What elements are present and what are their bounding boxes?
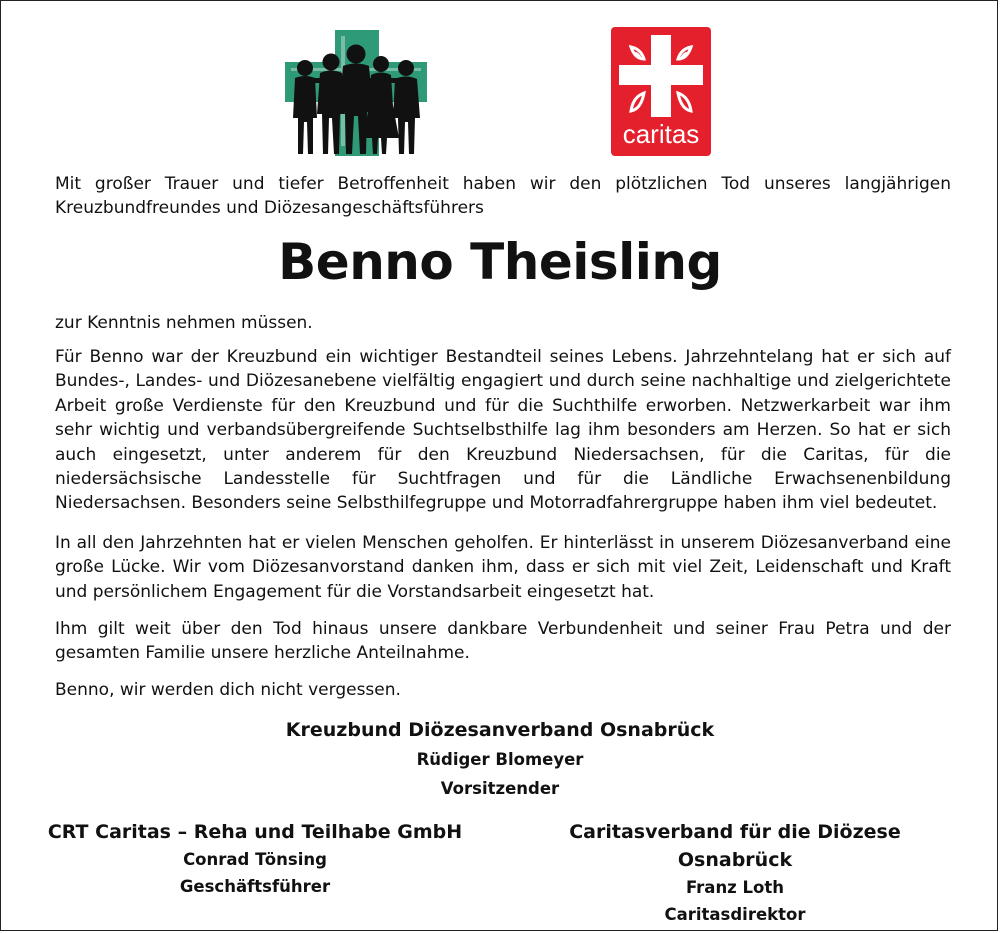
signature-org: CRT Caritas – Reha und Teilhabe GmbH <box>47 821 463 843</box>
signature-caritasverband <box>520 818 950 928</box>
signature-org: Kreuzbund Diözesanverband Osnabrück <box>285 719 715 741</box>
tribute-paragraph-1: Für Benno war der Kreuzbund ein wichtiger Bestandteil seines Lebens. Jahrzehntelang hat er sich auf Bundes-, Landes- und Diözesanebene vielfältig engagiert und durch seine nachhaltige und zielgerichtete Arbeit große Verdienste für den Kreuzbund und für die Suchthilfe erworben. Netzwerkarbeit war ihm sehr wichtig und verbandsübergreifende Suchtselbsthilfe lag ihm besonders am Herzen. So hat er sich auch eingesetzt, unter anderem für den Kreuzbund Niedersachsen, für die Caritas, für die niedersächsische Landesstelle für Suchtfragen und für die Ländliche Erwachsenenbildung Niedersachsen. Besonders seine Selbsthilfegruppe und Motorradfahrergruppe haben ihm viel bedeutet. <box>55 347 951 514</box>
signature-crt-caritas <box>40 818 470 900</box>
caritas-logo <box>611 27 711 156</box>
signature-role: Caritasdirektor <box>664 905 806 924</box>
closing-line: Benno, wir werden dich nicht vergessen. <box>55 680 401 700</box>
signature-name: Conrad Tönsing <box>183 850 327 869</box>
signature-name: Franz Loth <box>685 878 785 897</box>
signature-org: Caritasverband für die Diözese Osnabrück <box>569 821 901 871</box>
kreuzbund-group-cross-logo-icon <box>283 28 429 158</box>
signature-name: Rüdiger Blomeyer <box>416 750 584 769</box>
deceased-name: Benno Theisling <box>278 233 722 291</box>
notice-text: zur Kenntnis nehmen müssen. <box>55 313 313 333</box>
signature-kreuzbund <box>200 716 800 803</box>
tribute-paragraph-2: In all den Jahrzehnten hat er vielen Menschen geholfen. Er hinterlässt in unserem Diözesanverband eine große Lücke. Wir vom Diözesanvorstand danken ihm, dass er sich mit viel Zeit, Leidenschaft und Kraft und persönlichem Engagement für die Vorstandsarbeit eingesetzt hat. <box>55 533 951 602</box>
intro-text: Mit großer Trauer und tiefer Betroffenheit haben wir den plötzlichen Tod unseres langjährigen Kreuzbundfreundes und Diözesangeschäftsführers <box>55 174 951 219</box>
signature-role: Geschäftsführer <box>179 877 331 896</box>
tribute-paragraph-3: Ihm gilt weit über den Tod hinaus unsere dankbare Verbundenheit und seiner Frau Petra und der gesamten Familie unsere herzliche Anteilnahme. <box>55 619 951 664</box>
signature-role: Vorsitzender <box>440 779 560 798</box>
caritas-logo-label: caritas <box>622 119 700 149</box>
